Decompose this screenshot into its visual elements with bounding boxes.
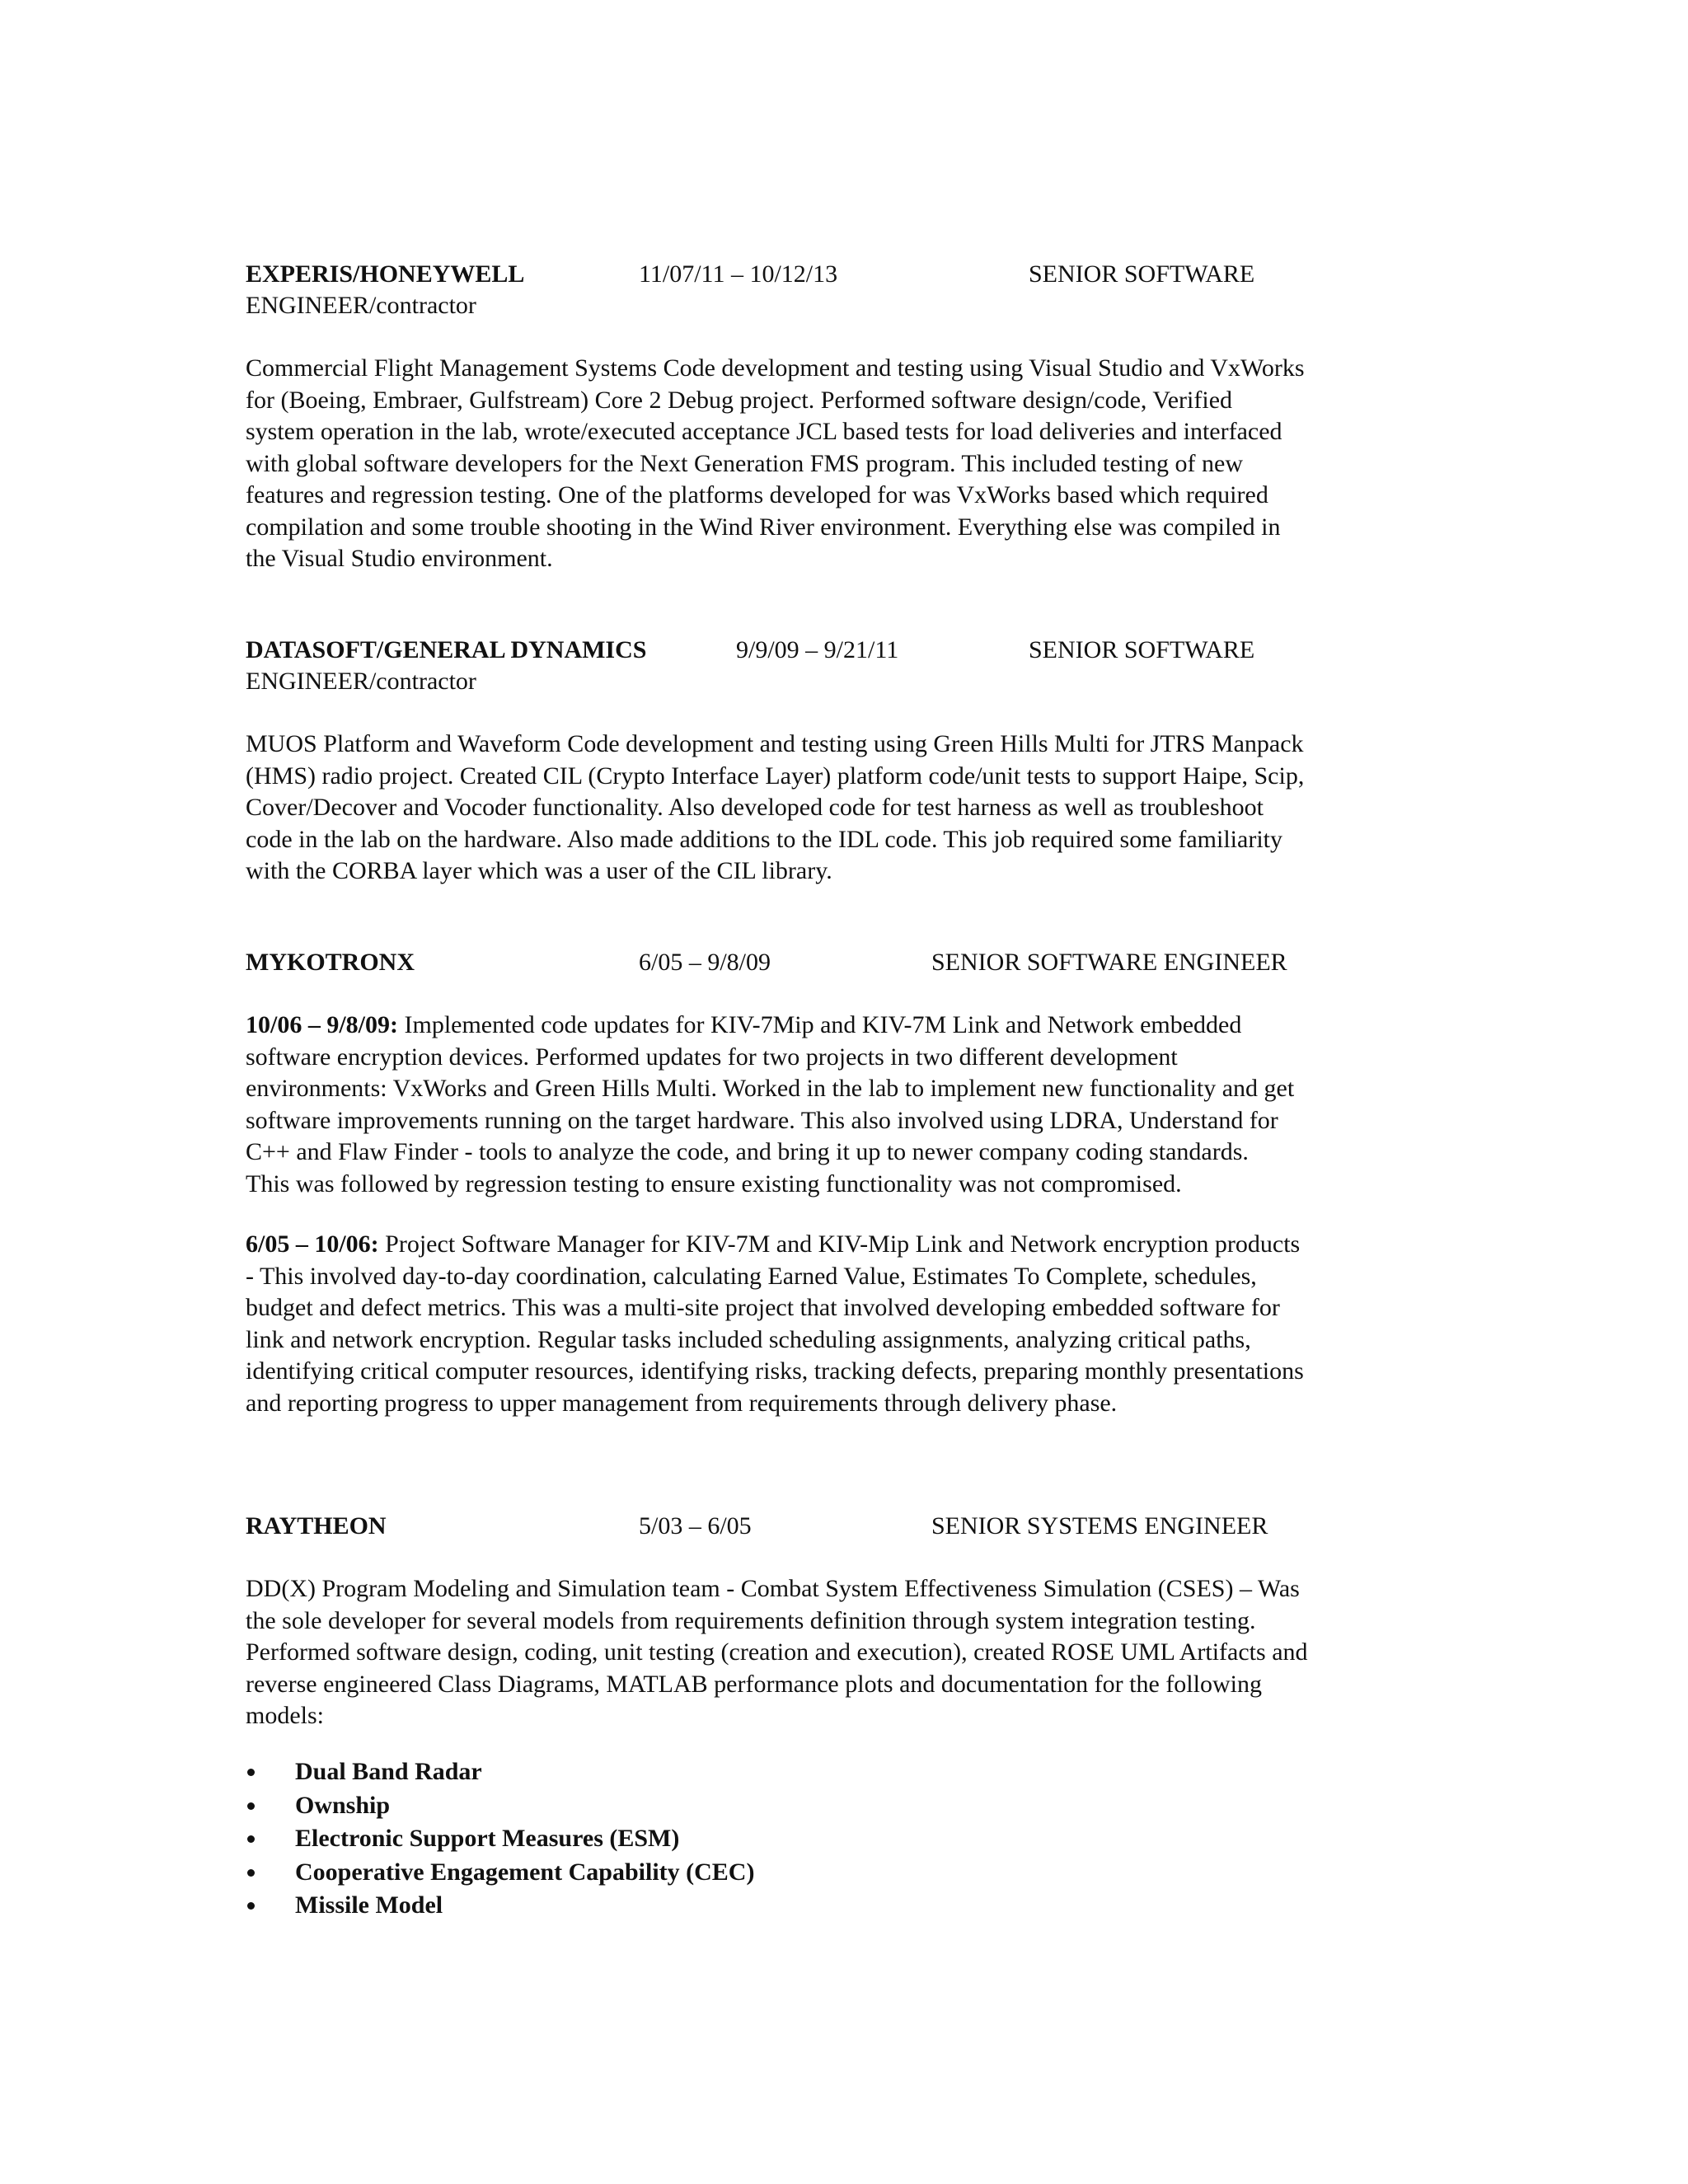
- description-line: link and network encryption. Regular tasks included scheduling assignments, analyzing critical paths,: [246, 1325, 1251, 1353]
- description-line: for (Boeing, Embraer, Gulfstream) Core 2 Debug project. Performed software design/code, Verified: [246, 386, 1233, 414]
- description-line: models:: [246, 1702, 324, 1729]
- description-line: features and regression testing. One of the platforms developed for was VxWorks based which required: [246, 481, 1268, 509]
- description-line: Commercial Flight Management Systems Code development and testing using Visual Studio and VxWorks: [246, 354, 1305, 382]
- bullet-icon: [247, 1835, 255, 1843]
- description-line: the Visual Studio environment.: [246, 545, 553, 572]
- description-line: C++ and Flaw Finder - tools to analyze the code, and bring it up to newer company coding standards.: [246, 1138, 1249, 1165]
- list-item: Cooperative Engagement Capability (CEC): [246, 1856, 754, 1890]
- list-item: Electronic Support Measures (ESM): [246, 1822, 754, 1856]
- job-description: [246, 729, 1441, 888]
- job-dates: 11/07/11 – 10/12/13: [639, 260, 838, 288]
- description-line: Performed software design, coding, unit testing (creation and execution), created ROSE UML Artifacts and: [246, 1638, 1308, 1666]
- description-line: software improvements running on the target hardware. This also involved using LDRA, Understand for: [246, 1106, 1278, 1134]
- description-line: compilation and some trouble shooting in the Wind River environment. Everything else was compiled in: [246, 513, 1281, 541]
- description-line: system operation in the lab, wrote/executed acceptance JCL based tests for load deliveries and interfaced: [246, 418, 1282, 445]
- description-line: code in the lab on the hardware. Also made additions to the IDL code. This job required some familiarity: [246, 825, 1282, 853]
- bullet-icon: [247, 1802, 255, 1810]
- description-line: software encryption devices. Performed updates for two projects in two different development: [246, 1043, 1178, 1071]
- job-title-continued: ENGINEER/contractor: [246, 292, 476, 319]
- description-line: This was followed by regression testing to ensure existing functionality was not compromised.: [246, 1169, 1182, 1197]
- description-line: (HMS) radio project. Created CIL (Crypto Interface Layer) platform code/unit tests to support Haipe, Scip,: [246, 762, 1305, 790]
- description-line: reverse engineered Class Diagrams, MATLAB performance plots and documentation for the following: [246, 1670, 1262, 1698]
- description-line: the sole developer for several models from requirements definition through system integration testing.: [246, 1606, 1256, 1634]
- role-period-label: 6/05 – 10/06:: [246, 1230, 379, 1258]
- role-description: [246, 1229, 1441, 1419]
- role-description: [246, 1010, 1441, 1200]
- role-period-label: 10/06 – 9/8/09:: [246, 1011, 398, 1038]
- bullet-icon: [247, 1902, 255, 1910]
- list-item: Dual Band Radar: [246, 1755, 754, 1789]
- description-line: - This involved day-to-day coordination, calculating Earned Value, Estimates To Complete, schedules,: [246, 1262, 1257, 1290]
- list-item: Ownship: [246, 1789, 754, 1823]
- job-dates: 9/9/09 – 9/21/11: [736, 636, 899, 663]
- description-line: identifying critical computer resources, identifying risks, tracking defects, preparing monthly presentations: [246, 1357, 1304, 1385]
- description-line: budget and defect metrics. This was a multi-site project that involved developing embedded software for: [246, 1294, 1280, 1321]
- job-description: [246, 1573, 1441, 1732]
- description-line: and reporting progress to upper management from requirements through delivery phase.: [246, 1389, 1118, 1417]
- description-line: Project Software Manager for KIV-7M and KIV-Mip Link and Network encryption products: [378, 1230, 1301, 1258]
- job-title-continued: ENGINEER/contractor: [246, 668, 476, 695]
- job-title: SENIOR SOFTWARE ENGINEER: [931, 949, 1287, 976]
- job-title: SENIOR SOFTWARE: [1029, 636, 1255, 663]
- job-title: SENIOR SOFTWARE: [1029, 260, 1255, 288]
- list-item: Missile Model: [246, 1889, 754, 1923]
- description-line: environments: VxWorks and Green Hills Multi. Worked in the lab to implement new functionality and get: [246, 1075, 1295, 1102]
- description-line: Implemented code updates for KIV-7Mip and KIV-7M Link and Network embedded: [398, 1011, 1242, 1038]
- job-dates: 6/05 – 9/8/09: [639, 949, 771, 976]
- company-name: RAYTHEON: [246, 1512, 387, 1540]
- models-list: [246, 1755, 754, 1923]
- company-name: EXPERIS/HONEYWELL: [246, 260, 525, 288]
- job-title: SENIOR SYSTEMS ENGINEER: [931, 1512, 1268, 1540]
- description-line: Cover/Decover and Vocoder functionality. Also developed code for test harness as well as troubleshoot: [246, 794, 1264, 821]
- description-line: with the CORBA layer which was a user of the CIL library.: [246, 857, 832, 884]
- bullet-icon: [247, 1869, 255, 1877]
- description-line: MUOS Platform and Waveform Code development and testing using Green Hills Multi for JTRS Manpack: [246, 730, 1304, 757]
- job-description: [246, 353, 1441, 575]
- company-name: MYKOTRONX: [246, 949, 415, 976]
- bullet-icon: [247, 1769, 255, 1776]
- company-name: DATASOFT/GENERAL DYNAMICS: [246, 636, 647, 663]
- description-line: DD(X) Program Modeling and Simulation team - Combat System Effectiveness Simulation (CSES) – Was: [246, 1575, 1300, 1602]
- description-line: with global software developers for the Next Generation FMS program. This included testing of new: [246, 449, 1244, 477]
- job-dates: 5/03 – 6/05: [639, 1512, 752, 1540]
